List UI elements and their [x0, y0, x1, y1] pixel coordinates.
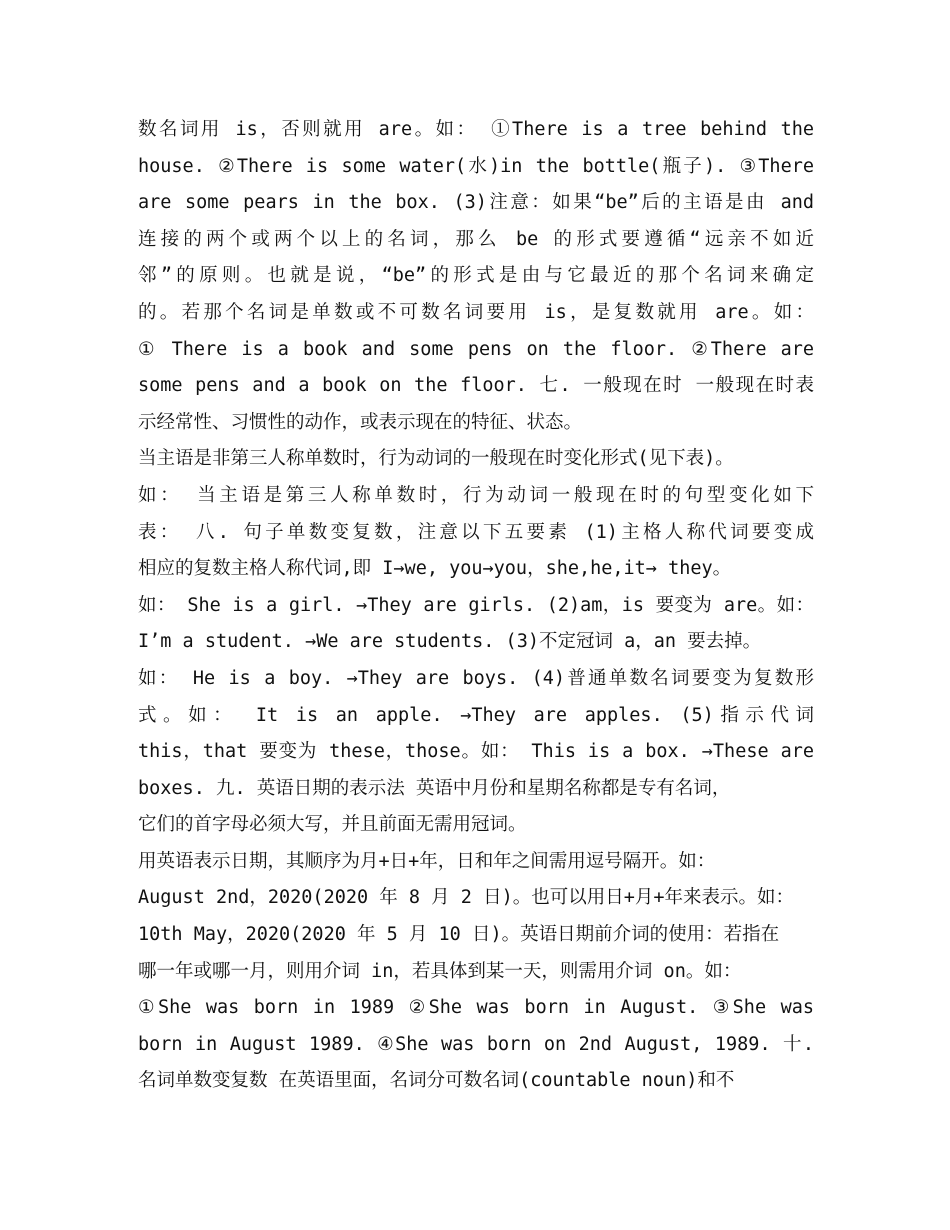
text-line: this，that 要变为 these，those。如： This is a box. →These are	[138, 741, 814, 763]
text-line: some pens and a book on the floor. 七. 一般现在时 一般现在时表	[138, 375, 814, 397]
text-line: house. ②There is some water(水)in the bottle(瓶子). ③There	[138, 155, 814, 177]
text-line: 当主语是非第三人称单数时，行为动词的一般现在时变化形式(见下表)。	[138, 448, 734, 470]
text-line: 数名词用 is，否则就用 are。如： ①There is a tree behind the	[138, 119, 814, 140]
text-line: August 2nd，2020(2020 年 8 月 2 日)。也可以用日+月+年来表示。如：	[138, 887, 795, 909]
text-line: 相应的复数主格人称代词,即 I→we, you→you，she,he,it→ they。	[138, 558, 732, 580]
text-line: born in August 1989. ④She was born on 2nd August, 1989. 十.	[138, 1033, 814, 1055]
text-line: I’m a student. →We are students. (3)不定冠词 a，an 要去掉。	[138, 631, 762, 653]
text-line: 连接的两个或两个以上的名词，那么 be 的形式要遵循“远亲不如近	[138, 228, 814, 250]
text-line: 10th May，2020(2020 年 5 月 10 日)。英语日期前介词的使用：若指在	[138, 924, 780, 946]
text-line: 如： She is a girl. →They are girls. (2)am，is 要变为 are。如：	[138, 594, 814, 616]
text-line: 用英语表示日期，其顺序为月+日+年，日和年之间需用逗号隔开。如：	[138, 850, 716, 872]
text-line: 式。如： It is an apple. →They are apples. (5)指示代词	[138, 704, 814, 726]
text-line: 如： 当主语是第三人称单数时，行为动词一般现在时的句型变化如下	[138, 484, 814, 506]
text-line: 的。若那个名词是单数或不可数名词要用 is，是复数就用 are。如：	[138, 301, 814, 323]
body-text	[138, 112, 814, 1100]
text-line: are some pears in the box. (3)注意：如果“be”后的主语是由 and	[138, 192, 814, 214]
text-line: boxes. 九. 英语日期的表示法 英语中月份和星期名称都是专有名词，	[138, 777, 731, 799]
text-line: 如： He is a boy. →They are boys. (4)普通单数名词要变为复数形	[138, 667, 814, 689]
text-line: 表： 八. 句子单数变复数，注意以下五要素 (1)主格人称代词要变成	[138, 521, 814, 543]
text-line: 示经常性、习惯性的动作，或表示现在的特征、状态。	[138, 411, 583, 433]
text-line: 哪一年或哪一月，则用介词 in，若具体到某一天，则需用介词 on。如：	[138, 960, 742, 982]
text-line: ① There is a book and some pens on the floor. ②There are	[138, 338, 814, 360]
text-line: ①She was born in 1989 ②She was born in August. ③She was	[138, 997, 814, 1019]
text-line: 邻”的原则。也就是说，“be”的形式是由与它最近的那个名词来确定	[138, 265, 814, 287]
text-line: 它们的首字母必须大写，并且前面无需用冠词。	[138, 814, 527, 836]
text-line: 名词单数变复数 在英语里面，名词分可数名词(countable noun)和不	[138, 1070, 735, 1092]
